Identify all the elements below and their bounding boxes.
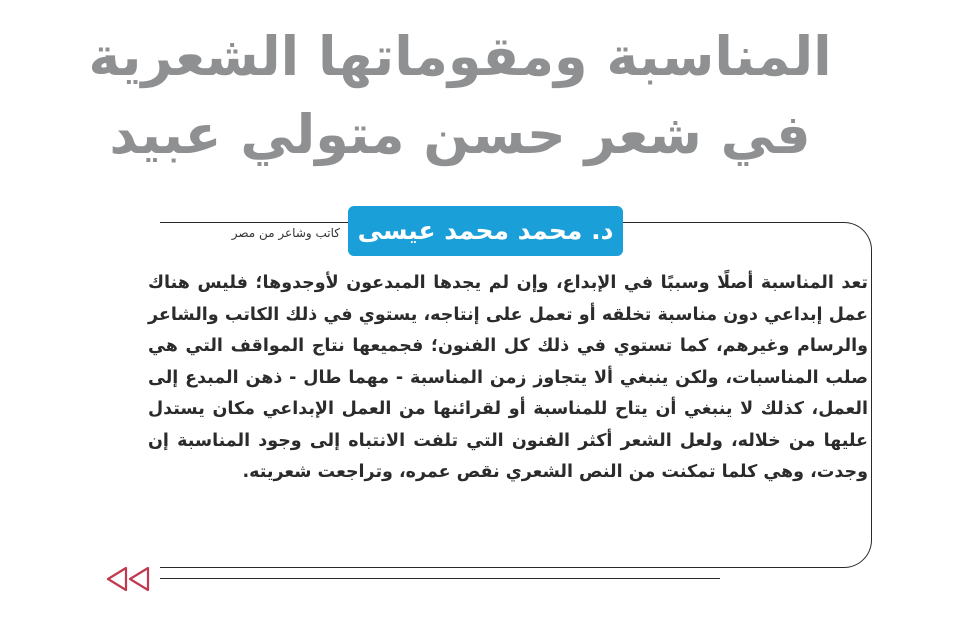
author-role: كاتب وشاعر من مصر [231, 226, 340, 240]
double-triangle-arrow-icon [104, 562, 156, 596]
article-body: تعد المناسبة أصلًا وسببًا في الإبداع، وإن لم يجدها المبدعون لأوجدوها؛ فليس هناك عمل إبداعي دون مناسبة تخلقه أو تعمل على إنتاجه، يستوي في ذلك الكاتب والشاعر والرسام وغيرهم، كما تستوي في ذلك كل الفنون؛ فجميعها نتاج المواقف التي هي صلب المناسبات، ولكن ينبغي ألا يتجاوز زمن المناسبة - مهما طال - ذهن المبدع إلى العمل، كذلك لا ينبغي أن يتاح للمناسبة أو لقرائنها من العمل الإبداعي مكان يستدل عليها من خلاله، ولعل الشعر أكثر الفنون التي تلفت الانتباه إلى وجود المناسبة إن وجدت، وهي كلما تمكنت من النص الشعري نقص عمره، وتراجعت شعريته. [148, 273, 868, 482]
article-title-line-1: المناسبة ومقوماتها الشعرية [88, 25, 832, 88]
article-title-line-2: في شعر حسن متولي عبيد [109, 103, 811, 166]
author-name-badge: د. محمد محمد عيسى [348, 206, 623, 256]
frame-bottom-line [160, 578, 720, 579]
